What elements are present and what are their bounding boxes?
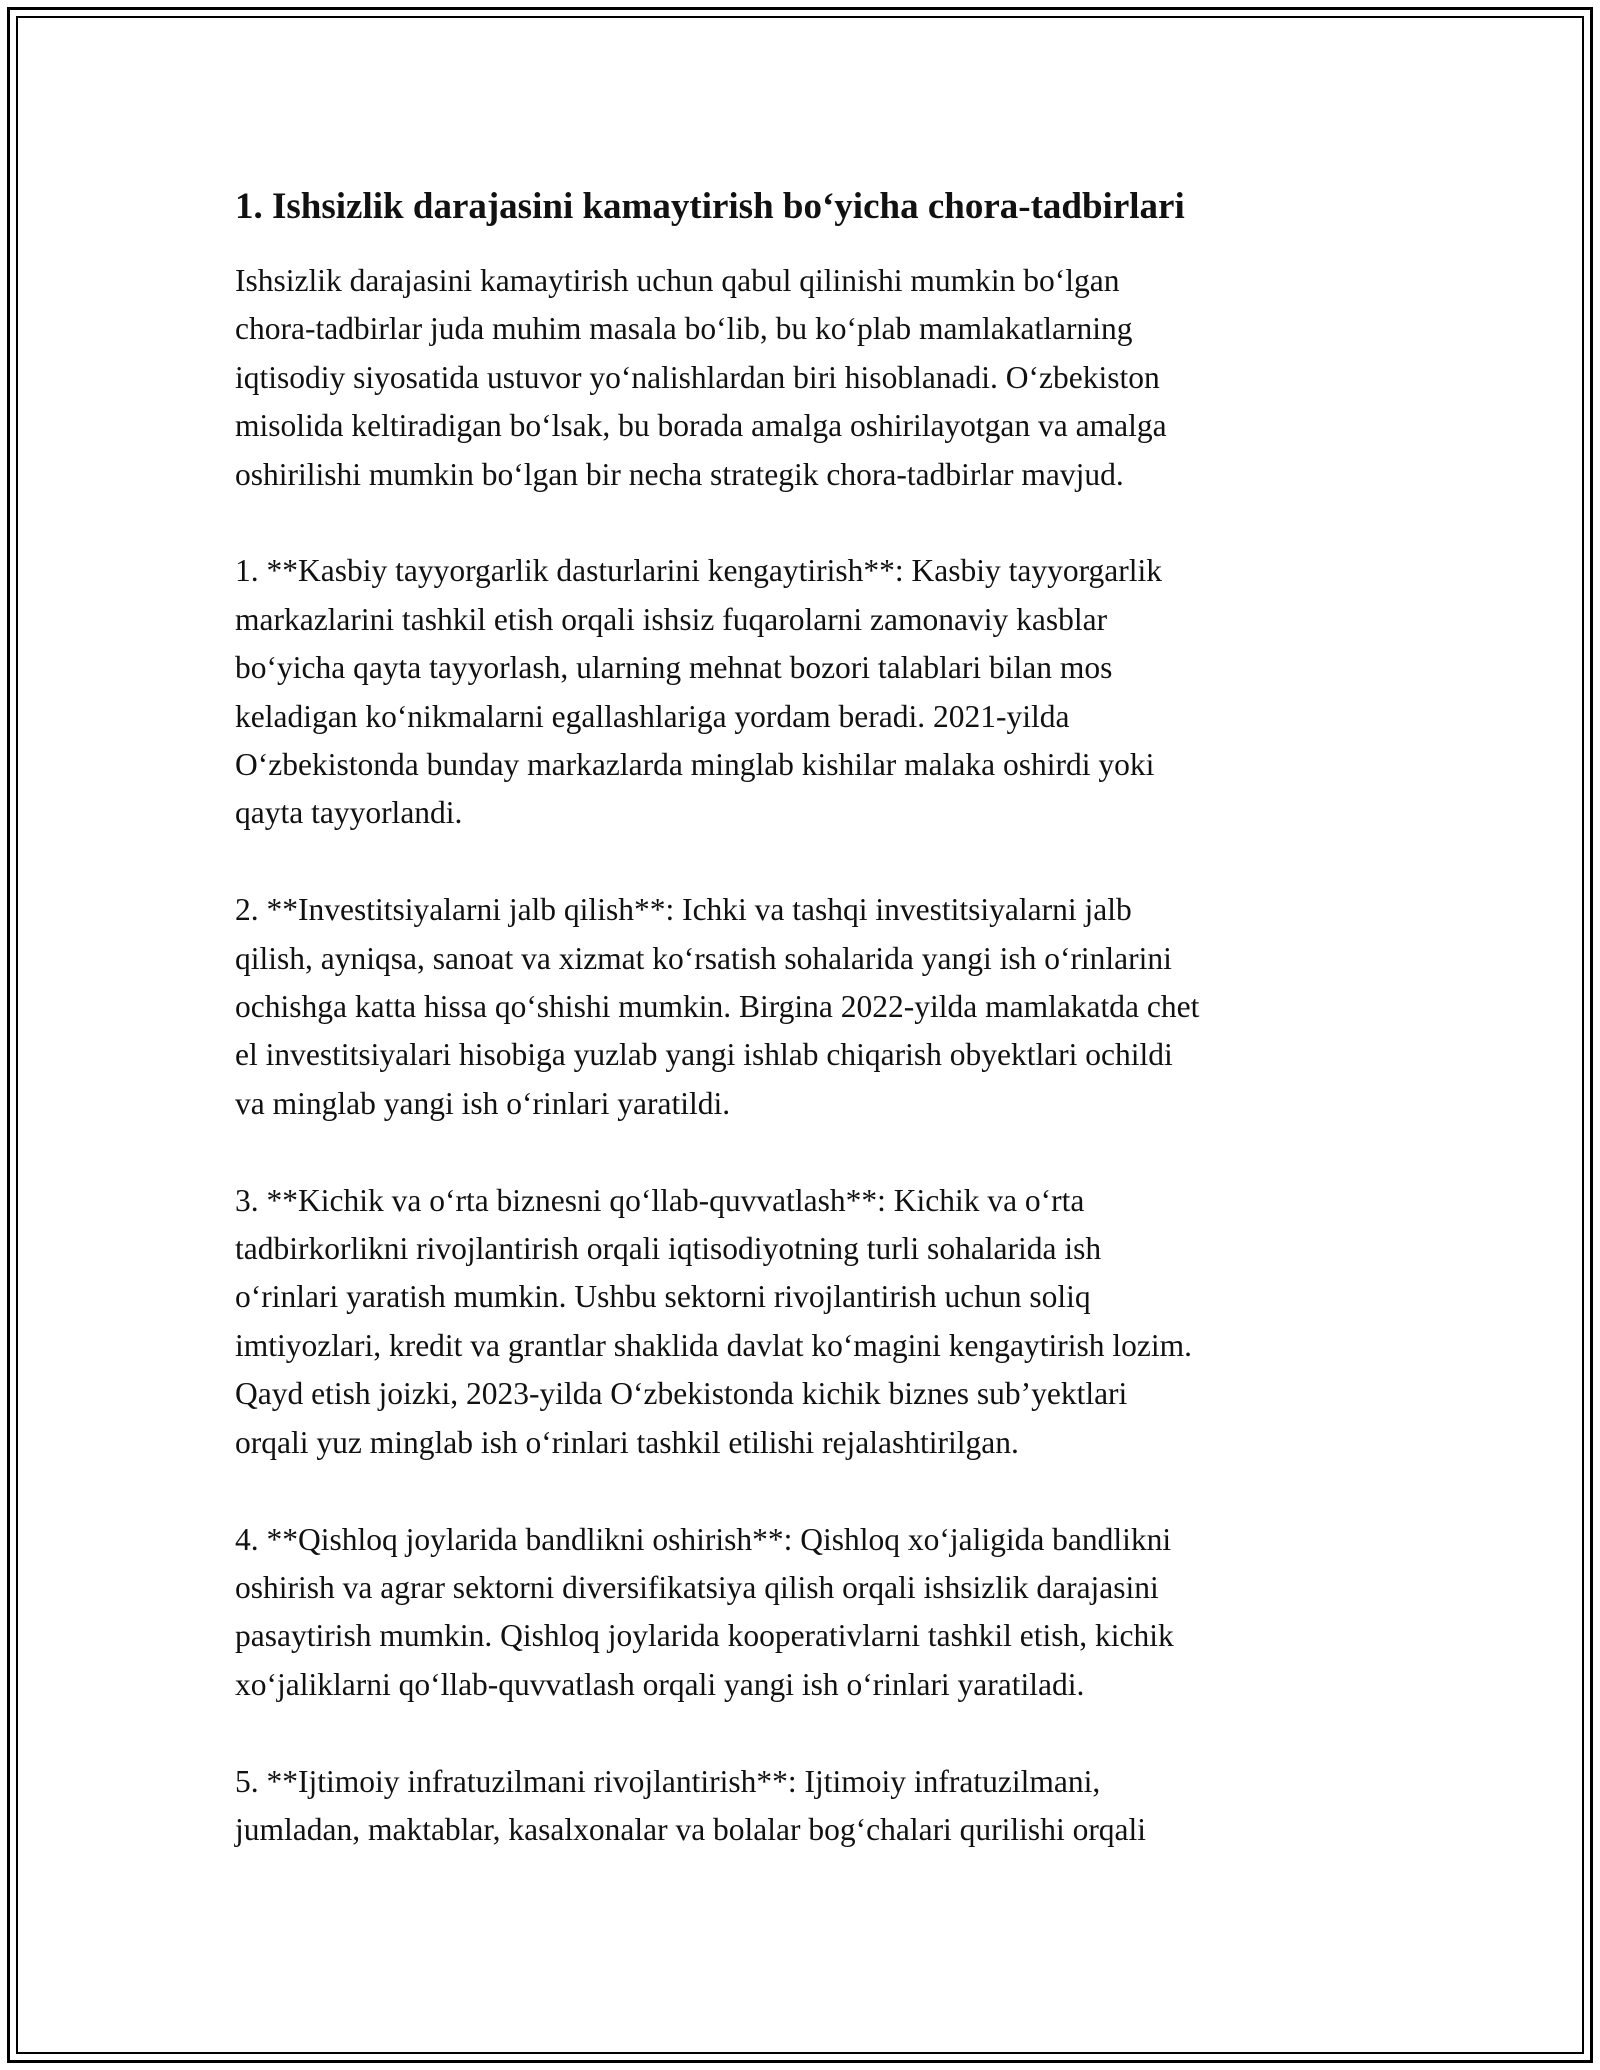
- text-line: Qayd etish joizki, 2023-yilda O‘zbekistonda kichik biznes sub’yektlari: [235, 1376, 1128, 1412]
- text-line: iqtisodiy siyosatida ustuvor yo‘nalishlardan biri hisoblanadi. O‘zbekiston: [235, 359, 1160, 395]
- text-line: o‘rinlari yaratish mumkin. Ushbu sektorni rivojlantirish uchun soliq: [235, 1279, 1091, 1315]
- text-line: orqali yuz minglab ish o‘rinlari tashkil etilishi rejalashtirilgan.: [235, 1424, 1019, 1460]
- paragraph: [235, 257, 1385, 499]
- text-line: pasaytirish mumkin. Qishloq joylarida kooperativlarni tashkil etish, kichik: [235, 1618, 1174, 1654]
- document-body: [235, 185, 1385, 1903]
- text-line: misolida keltiradigan bo‘lsak, bu borada amalga oshirilayotgan va amalga: [235, 408, 1167, 444]
- text-line: el investitsiyalari hisobiga yuzlab yangi ishlab chiqarish obyektlari ochildi: [235, 1037, 1173, 1073]
- text-line: markazlarini tashkil etish orqali ishsiz fuqarolarni zamonaviy kasblar: [235, 601, 1108, 637]
- text-line: bo‘yicha qayta tayyorlash, ularning mehnat bozori talablari bilan mos: [235, 650, 1113, 686]
- text-line: ochishga katta hissa qo‘shishi mumkin. Birgina 2022-yilda mamlakatda chet: [235, 989, 1200, 1025]
- paragraph: [235, 1177, 1385, 1467]
- text-line: chora-tadbirlar juda muhim masala bo‘lib, bu ko‘plab mamlakatlarning: [235, 311, 1133, 347]
- text-line: Ishsizlik darajasini kamaytirish uchun qabul qilinishi mumkin bo‘lgan: [235, 263, 1120, 298]
- paragraph: [235, 886, 1385, 1128]
- paragraph: [235, 1758, 1385, 1855]
- text-line: 3. **Kichik va o‘rta biznesni qo‘llab-quvvatlash**: Kichik va o‘rta: [235, 1182, 1085, 1218]
- text-line: 5. **Ijtimoiy infratuzilmani rivojlantirish**: Ijtimoiy infratuzilmani,: [235, 1763, 1101, 1799]
- text-line: qilish, ayniqsa, sanoat va xizmat ko‘rsatish sohalarida yangi ish o‘rinlarini: [235, 940, 1172, 976]
- text-line: va minglab yangi ish o‘rinlari yaratildi.: [235, 1085, 731, 1121]
- text-line: oshirish va agrar sektorni diversifikatsiya qilish orqali ishsizlik darajasini: [235, 1569, 1159, 1605]
- text-line: jumladan, maktablar, kasalxonalar va bolalar bog‘chalari qurilishi orqali: [235, 1811, 1147, 1847]
- text-line: imtiyozlari, kredit va grantlar shaklida davlat ko‘magini kengaytirish lozim.: [235, 1327, 1192, 1363]
- text-line: O‘zbekistonda bunday markazlarda minglab kishilar malaka oshirdi yoki: [235, 747, 1155, 783]
- section-title: 1. Ishsizlik darajasini kamaytirish bo‘yicha chora-tadbirlari: [235, 186, 1185, 227]
- text-line: oshirilishi mumkin bo‘lgan bir necha strategik chora-tadbirlar mavjud.: [235, 456, 1124, 492]
- paragraph: [235, 1516, 1385, 1710]
- text-line: 2. **Investitsiyalarni jalb qilish**: Ichki va tashqi investitsiyalarni jalb: [235, 892, 1132, 928]
- text-line: 1. **Kasbiy tayyorgarlik dasturlarini kengaytirish**: Kasbiy tayyorgarlik: [235, 553, 1163, 589]
- text-line: tadbirkorlikni rivojlantirish orqali iqtisodiyotning turli sohalarida ish: [235, 1231, 1102, 1267]
- text-line: 4. **Qishloq joylarida bandlikni oshirish**: Qishloq xo‘jaligida bandlikni: [235, 1521, 1172, 1557]
- text-line: keladigan ko‘nikmalarni egallashlariga yordam beradi. 2021-yilda: [235, 698, 1070, 734]
- paragraph: [235, 547, 1385, 837]
- text-line: xo‘jaliklarni qo‘llab-quvvatlash orqali yangi ish o‘rinlari yaratiladi.: [235, 1666, 1085, 1702]
- paragraph-list: [235, 257, 1385, 1854]
- text-line: qayta tayyorlandi.: [235, 795, 463, 831]
